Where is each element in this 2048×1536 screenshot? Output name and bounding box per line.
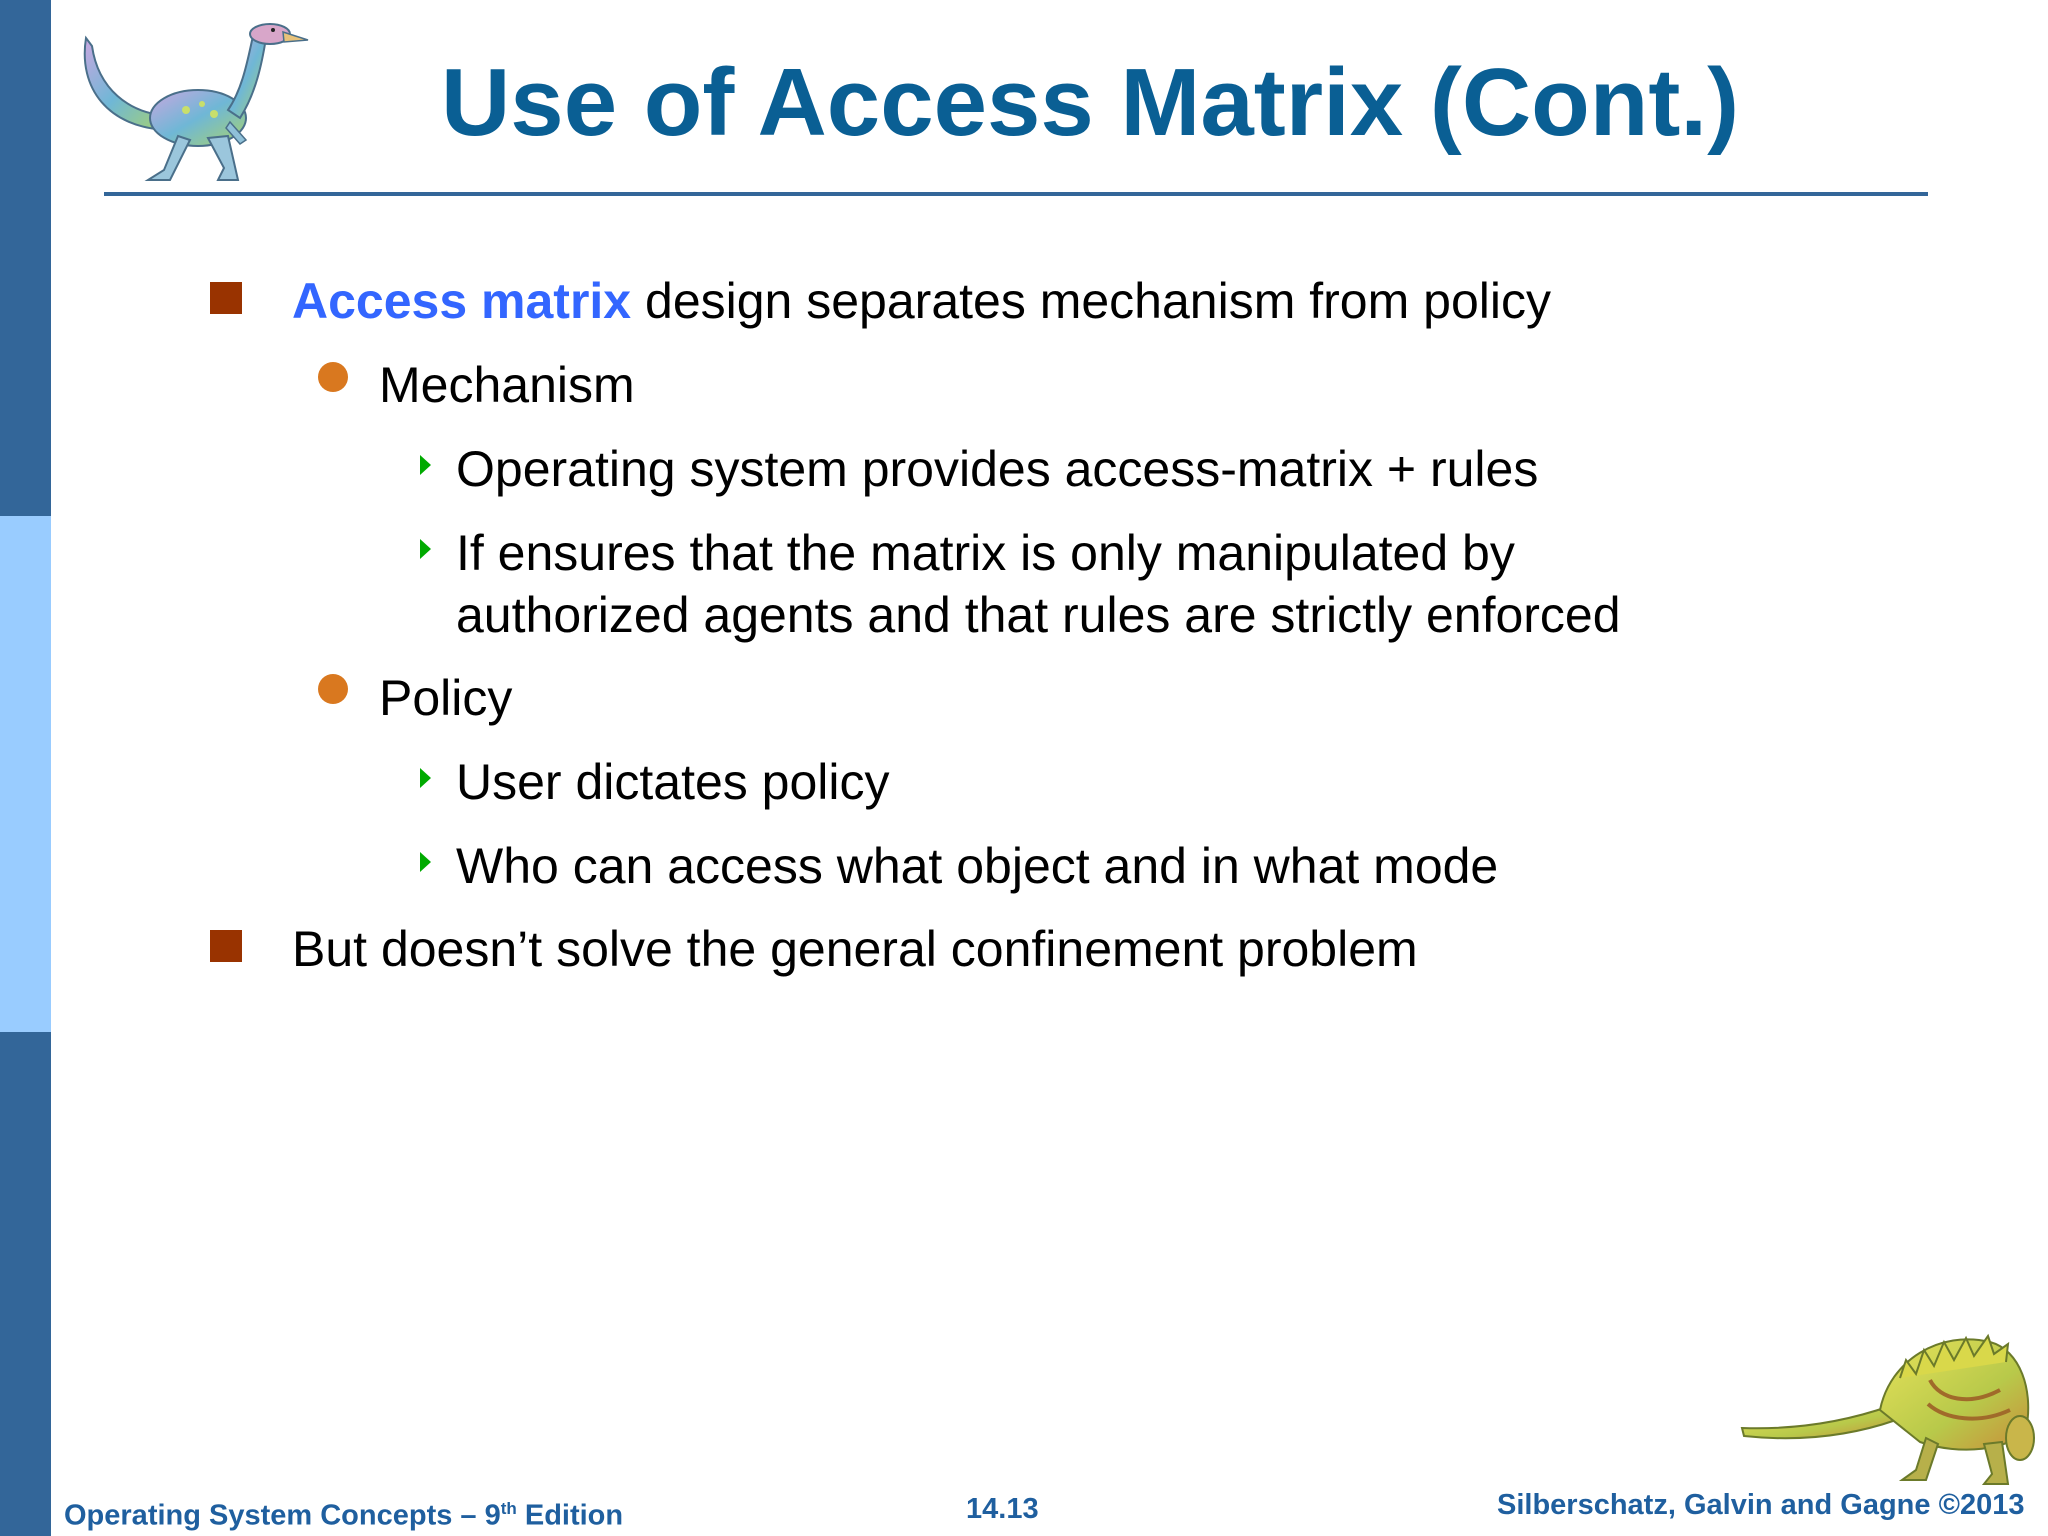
title-underline	[104, 192, 1928, 196]
footer-copyright: Silberschatz, Galvin and Gagne ©2013	[1497, 1489, 2025, 1521]
bullet-ensures-line2: authorized agents and that rules are strictly enforced	[456, 587, 1621, 643]
arrow-bullet-icon	[420, 455, 431, 475]
square-bullet-icon	[210, 282, 242, 314]
arrow-bullet-icon	[420, 768, 431, 788]
sidebar-band-bottom	[0, 1032, 51, 1536]
bullet-os-provides: Operating system provides access-matrix + rules	[456, 441, 1539, 497]
round-bullet-icon	[318, 362, 348, 392]
bullet-ensures-line1: If ensures that the matrix is only manipulated by	[456, 525, 1515, 581]
footer-book-prefix: Operating System Concepts – 9	[64, 1499, 501, 1532]
dinosaur-crawling-icon	[1740, 1320, 2040, 1490]
square-bullet-icon	[210, 930, 242, 962]
sidebar-band-top	[0, 0, 51, 516]
bullet-confinement: But doesn’t solve the general confinement problem	[292, 921, 1418, 977]
bullet-user-dictates: User dictates policy	[456, 754, 890, 810]
sidebar-band-middle	[0, 516, 51, 1032]
dinosaur-standing-icon	[78, 18, 318, 188]
footer-page-number: 14.13	[966, 1493, 1039, 1525]
bullet-text: design separates mechanism from policy	[631, 273, 1551, 329]
slide-title: Use of Access Matrix (Cont.)	[440, 49, 1740, 156]
bullet-who-can-access: Who can access what object and in what mode	[456, 838, 1499, 894]
footer-book-title	[64, 1492, 623, 1533]
highlight-term: Access matrix	[292, 273, 632, 329]
bullet-mechanism: Mechanism	[379, 357, 635, 413]
footer-book-suffix: Edition	[516, 1499, 624, 1532]
arrow-bullet-icon	[420, 852, 431, 872]
bullet-policy: Policy	[379, 670, 513, 726]
footer-book-superscript: th	[500, 1499, 517, 1518]
round-bullet-icon	[318, 674, 348, 704]
arrow-bullet-icon	[420, 539, 431, 559]
bullet-access-matrix	[292, 270, 1551, 332]
